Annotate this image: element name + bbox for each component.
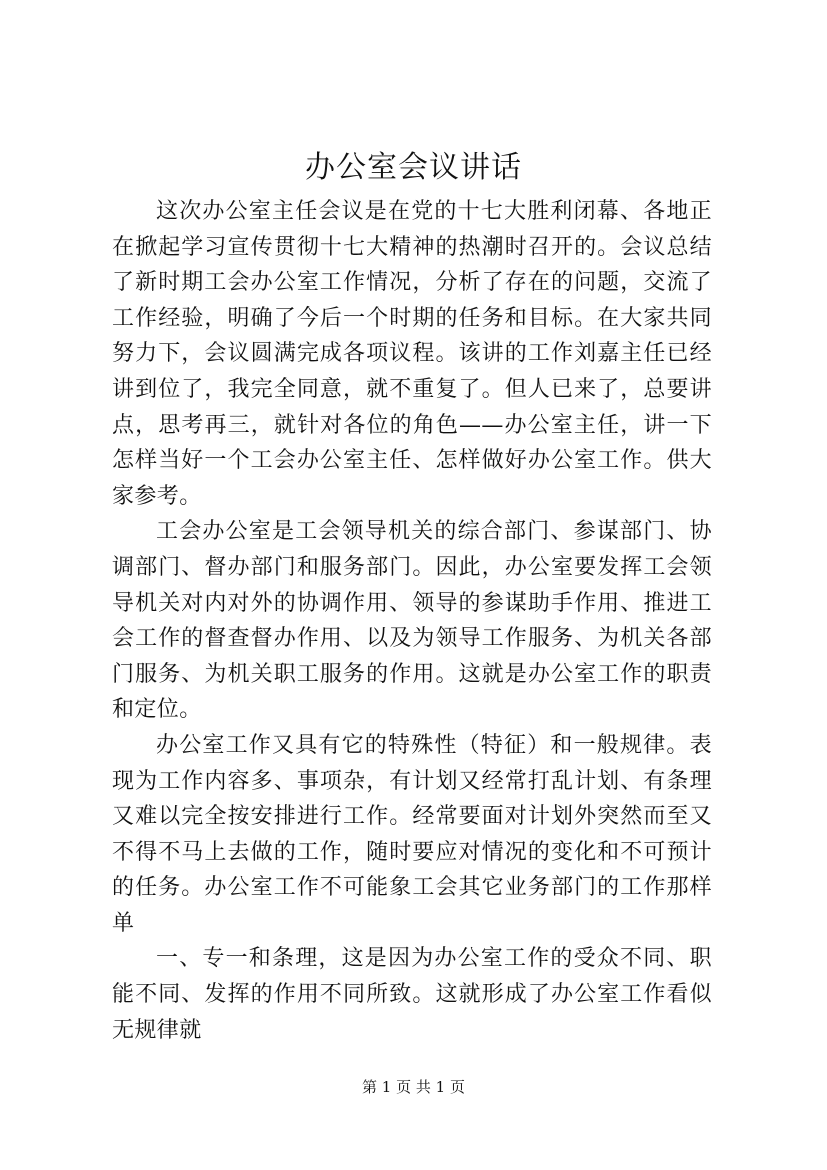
paragraph-4: 一、专一和条理，这是因为办公室工作的受众不同、职能不同、发挥的作用不同所致。这就形成了办公室工作看似无规律就 (112, 946, 712, 1043)
document-title: 办公室会议讲话 (305, 150, 522, 185)
paragraph-2: 工会办公室是工会领导机关的综合部门、参谋部门、协调部门、督办部门和服务部门。因此，办公室要发挥工会领导机关对内对外的协调作用、领导的参谋助手作用、推进工会工作的督查督办作用、以及为领导工作服务、为机关各部门服务、为机关职工服务的作用。这就是办公室工作的职责和定位。 (112, 519, 712, 723)
page-number-footer: 第 1 页 共 1 页 (362, 1078, 465, 1096)
document-body (112, 194, 712, 1048)
paragraph-1: 这次办公室主任会议是在党的十七大胜利闭幕、各地正在掀起学习宣传贯彻十七大精神的热潮时召开的。会议总结了新时期工会办公室工作情况，分析了存在的问题，交流了工作经验，明确了今后一个时期的任务和目标。在大家共同努力下，会议圆满完成各项议程。该讲的工作刘嘉主任已经讲到位了，我完全同意，就不重复了。但人已来了，总要讲点，思考再三，就针对各位的角色——办公室主任，讲一下怎样当好一个工会办公室主任、怎样做好办公室工作。供大家参考。 (112, 199, 712, 509)
paragraph-3: 办公室工作又具有它的特殊性（特征）和一般规律。表现为工作内容多、事项杂，有计划又经常打乱计划、有条理又难以完全按安排进行工作。经常要面对计划外突然而至又不得不马上去做的工作，随时要应对情况的变化和不可预计的任务。办公室工作不可能象工会其它业务部门的工作那样单 (112, 732, 712, 936)
